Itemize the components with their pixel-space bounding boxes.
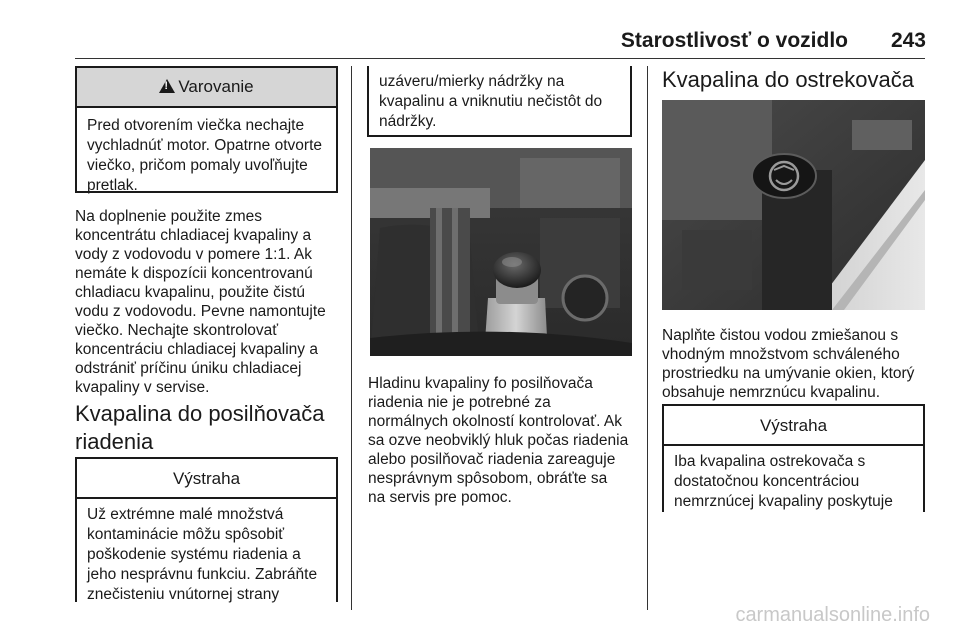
text-line: nemrznúcej kvapaliny poskytuje bbox=[674, 493, 893, 510]
section-heading-washer-fluid: Kvapalina do ostrekovača bbox=[662, 67, 914, 92]
text-line: odstrániť príčinu úniku chladiacej bbox=[75, 360, 302, 377]
header-rule bbox=[75, 58, 925, 59]
text-line: dostatočnou koncentráciou bbox=[674, 473, 860, 490]
warning-box bbox=[75, 66, 338, 193]
warning-box-text bbox=[77, 108, 336, 196]
text-line: viečko, pričom pomaly uvoľňujte bbox=[87, 157, 308, 174]
text-line: obsahuje nemrznúcu kvapalinu. bbox=[662, 384, 880, 401]
text-line: Pred otvorením viečka nechajte bbox=[87, 117, 305, 134]
text-line: koncentrátu chladiacej kvapaliny a bbox=[75, 227, 312, 244]
text-line: vody z vodovodu v pomere 1:1. Ak bbox=[75, 246, 312, 263]
text-line: pretlak. bbox=[87, 177, 138, 194]
text-line: Hladinu kvapaliny fo posilňovača bbox=[368, 375, 593, 392]
notice-box-continuation bbox=[367, 66, 632, 137]
text-line: vhodným množstvom schváleného bbox=[662, 346, 900, 363]
notice-box-text bbox=[77, 499, 336, 605]
text-line: poškodenie systému riadenia a bbox=[87, 546, 301, 563]
heading-line: Kvapalina do posilňovača bbox=[75, 401, 325, 426]
washer-reservoir-photo bbox=[662, 100, 925, 310]
column-divider-1 bbox=[351, 66, 352, 610]
warning-box-title: Varovanie bbox=[178, 77, 254, 96]
power-steering-reservoir-photo bbox=[370, 148, 632, 356]
text-line: normálnych okolností kontrolovať. Ak bbox=[368, 413, 622, 430]
text-line: Iba kvapalina ostrekovača s bbox=[674, 453, 866, 470]
text-line: koncentráciu chladiacej kvapaliny a bbox=[75, 341, 318, 358]
notice-box-washer bbox=[662, 404, 925, 512]
text-line: nádržky. bbox=[379, 113, 437, 130]
heading-line: riadenia bbox=[75, 429, 154, 454]
washer-fluid-paragraph bbox=[662, 326, 942, 402]
text-line: kvapaliny v servise. bbox=[75, 379, 210, 396]
section-heading-power-steering bbox=[75, 400, 345, 456]
column-divider-2 bbox=[647, 66, 648, 610]
notice-box-title: Výstraha bbox=[77, 459, 336, 499]
text-line: Naplňte čistou vodou zmiešanou s bbox=[662, 327, 899, 344]
page-header-title: Starostlivosť o vozidlo bbox=[620, 29, 848, 52]
text-line: vodu z vodovodu. Pevne namontujte bbox=[75, 303, 326, 320]
power-steering-paragraph bbox=[368, 374, 643, 507]
page-number: 243 bbox=[890, 29, 926, 52]
text-line: Už extrémne malé množstvá bbox=[87, 506, 284, 523]
notice-box-continuation-text bbox=[369, 66, 630, 132]
coolant-paragraph bbox=[75, 207, 345, 397]
notice-box-steering bbox=[75, 457, 338, 602]
text-line: riadenia nie je potrebné za bbox=[368, 394, 551, 411]
text-line: chladiacu kvapalinu, použite čistú bbox=[75, 284, 306, 301]
notice-box-washer-text bbox=[664, 446, 923, 512]
text-line: prostriedku na umývanie okien, ktorý bbox=[662, 365, 915, 382]
text-line: Na doplnenie použite zmes bbox=[75, 208, 262, 225]
notice-box-washer-title: Výstraha bbox=[664, 406, 923, 446]
text-line: kvapalinu a vniknutiu nečistôt do bbox=[379, 93, 603, 110]
text-line: alebo posilňovač riadenia zareaguje bbox=[368, 451, 616, 468]
text-line: kontaminácie môžu spôsobiť bbox=[87, 526, 285, 543]
text-line: vychladnúť motor. Opatrne otvorte bbox=[87, 137, 322, 154]
warning-box-header bbox=[77, 68, 336, 108]
text-line: uzáveru/mierky nádržky na bbox=[379, 73, 565, 90]
text-line: nesprávnym spôsobom, obráťte sa bbox=[368, 470, 608, 487]
text-line: znečisteniu vnútornej strany bbox=[87, 586, 280, 603]
text-line: viečko. Nechajte skontrolovať bbox=[75, 322, 279, 339]
watermark: carmanualsonline.info bbox=[735, 604, 930, 626]
text-line: jeho nesprávnu funkciu. Zabráňte bbox=[87, 566, 318, 583]
text-line: na servis pre pomoc. bbox=[368, 489, 512, 506]
text-line: nemáte k dispozícii koncentrovanú bbox=[75, 265, 313, 282]
text-line: sa ozve neobviklý hluk počas riadenia bbox=[368, 432, 629, 449]
warning-triangle-icon bbox=[159, 79, 175, 93]
